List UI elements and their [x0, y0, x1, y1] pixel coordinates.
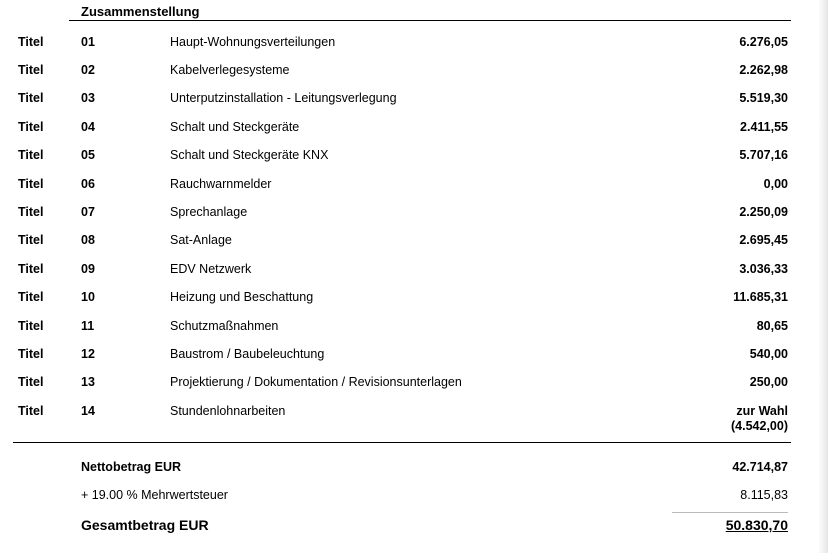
table-row — [0, 120, 828, 140]
table-row — [0, 262, 828, 282]
row-description: Kabelverlegesysteme — [170, 63, 290, 77]
row-prefix: Titel — [18, 177, 44, 191]
row-amount: 5.707,16 — [739, 148, 788, 162]
table-row — [0, 290, 828, 310]
row-number: 12 — [81, 347, 95, 361]
table-row — [0, 35, 828, 55]
row-amount: 2.695,45 — [739, 233, 788, 247]
net-amount-label: Nettobetrag EUR — [81, 460, 182, 474]
table-row — [0, 347, 828, 367]
table-row — [0, 177, 828, 197]
row-number: 04 — [81, 120, 95, 134]
table-bottom-rule — [13, 442, 791, 443]
row-prefix: Titel — [18, 404, 44, 418]
row-number: 14 — [81, 404, 95, 418]
row-description: Schutzmaßnahmen — [170, 319, 279, 333]
row-number: 02 — [81, 63, 95, 77]
row-number: 06 — [81, 177, 95, 191]
row-prefix: Titel — [18, 347, 44, 361]
row-description: Rauchwarnmelder — [170, 177, 272, 191]
row-number: 11 — [81, 319, 95, 333]
table-row — [0, 319, 828, 339]
row-amount-optional: (4.542,00) — [731, 419, 788, 433]
table-row — [0, 233, 828, 253]
table-row — [0, 205, 828, 225]
row-number: 07 — [81, 205, 95, 219]
row-description: Sat-Anlage — [170, 233, 232, 247]
vat-value: 8.115,83 — [740, 488, 788, 502]
row-prefix: Titel — [18, 205, 44, 219]
row-description: Baustrom / Baubeleuchtung — [170, 347, 325, 361]
row-description: Stundenlohnarbeiten — [170, 404, 286, 418]
row-prefix: Titel — [18, 91, 44, 105]
row-amount: 11.685,31 — [733, 290, 788, 304]
row-prefix: Titel — [18, 63, 44, 77]
total-value: 50.830,70 — [725, 517, 788, 533]
table-row — [0, 375, 828, 395]
row-description: Schalt und Steckgeräte KNX — [170, 148, 329, 162]
row-number: 13 — [81, 375, 95, 389]
row-amount — [731, 404, 788, 434]
row-description: Schalt und Steckgeräte — [170, 120, 300, 134]
row-description: Heizung und Beschattung — [170, 290, 314, 304]
row-amount: 540,00 — [749, 347, 788, 361]
row-number: 01 — [81, 35, 95, 49]
row-amount: 2.250,09 — [739, 205, 788, 219]
row-amount: 80,65 — [756, 319, 788, 333]
row-number: 08 — [81, 233, 95, 247]
row-number: 09 — [81, 262, 95, 276]
row-amount: 5.519,30 — [739, 91, 788, 105]
sum-rule — [672, 512, 788, 513]
row-prefix: Titel — [18, 233, 44, 247]
table-row — [0, 404, 828, 436]
row-amount: 2.262,98 — [739, 63, 788, 77]
row-description: Haupt-Wohnungsverteilungen — [170, 35, 336, 49]
row-prefix: Titel — [18, 290, 44, 304]
table-row — [0, 148, 828, 168]
row-description: Sprechanlage — [170, 205, 248, 219]
row-amount: 3.036,33 — [739, 262, 788, 276]
table-row — [0, 91, 828, 111]
vat-label: + 19.00 % Mehrwertsteuer — [81, 488, 228, 502]
row-prefix: Titel — [18, 262, 44, 276]
row-prefix: Titel — [18, 35, 44, 49]
row-prefix: Titel — [18, 120, 44, 134]
row-number: 05 — [81, 148, 95, 162]
row-description: EDV Netzwerk — [170, 262, 252, 276]
row-description: Projektierung / Dokumentation / Revisionsunterlagen — [170, 375, 462, 389]
total-label: Gesamtbetrag EUR — [81, 517, 209, 533]
row-amount: 0,00 — [763, 177, 788, 191]
row-amount: 6.276,05 — [739, 35, 788, 49]
row-amount-note: zur Wahl — [736, 404, 788, 418]
row-number: 10 — [81, 290, 95, 304]
table-row — [0, 63, 828, 83]
row-amount: 250,00 — [749, 375, 788, 389]
net-amount-value: 42.714,87 — [732, 460, 788, 474]
row-description: Unterputzinstallation - Leitungsverlegung — [170, 91, 397, 105]
heading-rule — [69, 20, 791, 21]
row-amount: 2.411,55 — [740, 120, 788, 134]
section-heading: Zusammenstellung — [81, 4, 200, 19]
row-number: 03 — [81, 91, 95, 105]
row-prefix: Titel — [18, 375, 44, 389]
row-prefix: Titel — [18, 148, 44, 162]
row-prefix: Titel — [18, 319, 44, 333]
